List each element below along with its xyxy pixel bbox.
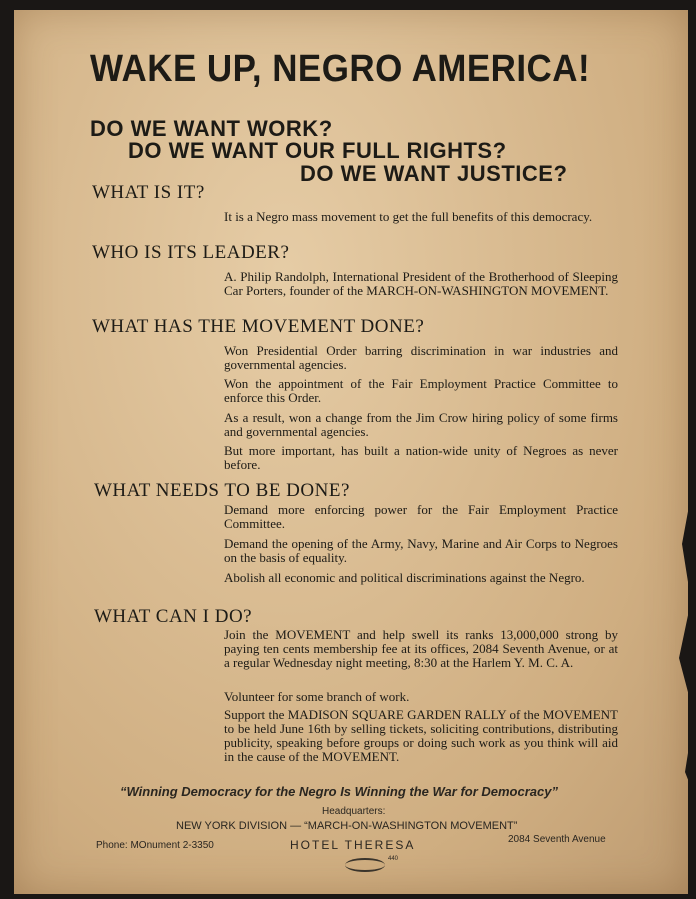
slogan-quote: “Winning Democracy for the Negro Is Winning the War for Democracy” (120, 784, 558, 799)
heading-what-is-it: WHAT IS IT? (92, 182, 205, 203)
heading-who-is-leader: WHO IS ITS LEADER? (92, 242, 290, 263)
poster-title: WAKE UP, NEGRO AMERICA! (90, 48, 591, 90)
paragraph: Support the MADISON SQUARE GARDEN RALLY of the MOVEMENT to be held June 16th by selling tickets, soliciting contributions, distributing publicity, speaking before groups or doing such work as you think will aid in the cause of the MOVEMENT. (224, 707, 618, 764)
heading-needs-done: WHAT NEEDS TO BE DONE? (94, 480, 350, 501)
division-line: NEW YORK DIVISION — “MARCH-ON-WASHINGTON MOVEMENT” (176, 820, 518, 832)
question-justice: DO WE WANT JUSTICE? (300, 161, 568, 186)
paragraph: Join the MOVEMENT and help swell its ranks 13,000,000 strong by paying ten cents membership fee at its offices, 2084 Seventh Avenue, or at a regular Wednesday night meeting, 8:30 at the Harlem Y. M. C. A. (224, 627, 618, 670)
paragraph: Volunteer for some branch of work. (224, 689, 410, 704)
paragraph: Demand the opening of the Army, Navy, Marine and Air Corps to Negroes on the basis of equality. (224, 536, 618, 565)
union-number: 440 (388, 856, 399, 862)
paragraph: A. Philip Randolph, International President of the Brotherhood of Sleeping Car Porters, founder of the MARCH-ON-WASHINGTON MOVEMENT. (224, 269, 618, 298)
heading-what-can-i-do: WHAT CAN I DO? (94, 606, 253, 627)
paragraph: Won Presidential Order barring discrimination in war industries and governmental agencies. (224, 343, 618, 372)
paragraph: Won the appointment of the Fair Employment Practice Committee to enforce this Order. (224, 376, 618, 405)
phone-number: Phone: MOnument 2-3350 (96, 840, 214, 851)
paragraph: It is a Negro mass movement to get the full benefits of this democracy. (224, 209, 593, 224)
question-rights: DO WE WANT OUR FULL RIGHTS? (128, 138, 507, 163)
hq-label: Headquarters: (322, 806, 386, 817)
union-bug-icon (345, 858, 385, 872)
street-address: 2084 Seventh Avenue (508, 834, 606, 845)
question-work: DO WE WANT WORK? (90, 116, 333, 141)
hotel-name: HOTEL THERESA (290, 838, 416, 852)
paragraph: As a result, won a change from the Jim Crow hiring policy of some firms and governmental agencies. (224, 410, 618, 439)
paragraph: But more important, has built a nation-wide unity of Negroes as never before. (224, 443, 618, 472)
paragraph: Demand more enforcing power for the Fair Employment Practice Committee. (224, 502, 618, 531)
paragraph: Abolish all economic and political discriminations against the Negro. (224, 570, 585, 585)
heading-movement-done: WHAT HAS THE MOVEMENT DONE? (92, 316, 425, 337)
